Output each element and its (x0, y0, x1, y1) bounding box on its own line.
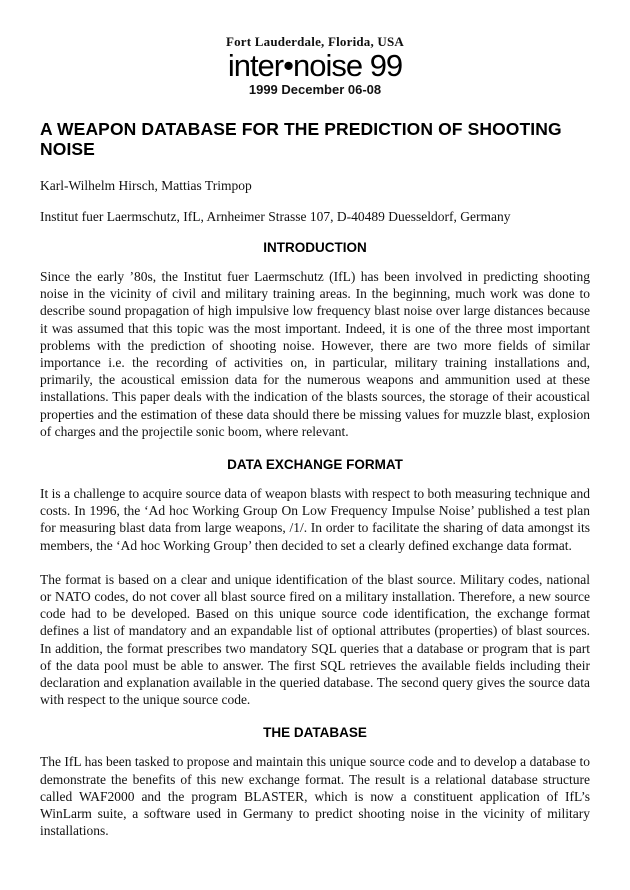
paragraph-data-exchange-1: It is a challenge to acquire source data of weapon blasts with respect to both measuring technique and costs. In 1996, the ‘Ad hoc Working Group On Low Frequency Impulse Noise’ published a test plan for measuring blast data from large weapons, /1/. In order to facilitate the sharing of data amongst its members, the ‘Ad hoc Working Group’ then decided to set a clearly defined exchange data format. (40, 486, 590, 553)
paragraph-data-exchange-2: The format is based on a clear and unique identification of the blast source. Military codes, national or NATO codes, do not cover all blast source fired on a military installation. Therefore, a new source code had to be developed. Based on this unique source code identification, the exchange format defines a list of mandatory and an expandable list of optional attributes (properties) of blast sources. In addition, the format prescribes two mandatory SQL queries that a database or program that is part of the data pool must be able to answer. The first SQL retrieves the available fields including their declaration and explanation available in the queried database. The second query gives the source data with respect to the unique source code. (40, 571, 590, 708)
section-the-database (40, 725, 590, 839)
conference-header (40, 34, 590, 97)
paragraph-database-1: The IfL has been tasked to propose and maintain this unique source code and to develop a database to demonstrate the benefits of this new exchange format. The result is a relational database structure called WAF2000 and the program BLASTER, which is now a constituent application of IfL’s WinLarm suite, a software used in Germany to predict shooting noise in the vicinity of military installations. (40, 754, 590, 839)
paper-title: A WEAPON DATABASE FOR THE PREDICTION OF SHOOTING NOISE (40, 119, 562, 159)
paragraph-introduction-1: Since the early ’80s, the Institut fuer Laermschutz (IfL) has been involved in predicting shooting noise in the vicinity of civil and military training areas. In the beginning, much work was done to describe sound propagation of high impulsive low frequency blast noise over large distances because it was assumed that this topic was the most important. Indeed, it is one of the three most important problems with the prediction of shooting noise. However, there are two more fields of similar importance i.e. the recording of activities on, in particular, military training installations and, primarily, the acoustical emission data for the numerous weapons and ammunition used at these installations. This paper deals with the indication of the blasts sources, the storage of their acoustical properties and the estimation of these data should there be missing values for muzzle blast, explosion of charges and the projectile sonic boom, where relevant. (40, 269, 590, 439)
conference-logo: inter•noise 99 (227, 48, 403, 83)
section-heading-data-exchange-format: DATA EXCHANGE FORMAT (227, 457, 403, 473)
conference-location: Fort Lauderdale, Florida, USA (225, 34, 405, 49)
section-heading-introduction: INTRODUCTION (263, 240, 367, 255)
author-list: Karl-Wilhelm Hirsch, Mattias Trimpop (40, 178, 252, 193)
conference-dates: 1999 December 06-08 (248, 82, 382, 97)
author-affiliation: Institut fuer Laermschutz, IfL, Arnheimer Strasse 107, D-40489 Duesseldorf, Germany (40, 209, 511, 224)
section-data-exchange-format (40, 457, 590, 708)
section-heading-the-database: THE DATABASE (263, 725, 367, 741)
section-introduction (40, 240, 590, 440)
